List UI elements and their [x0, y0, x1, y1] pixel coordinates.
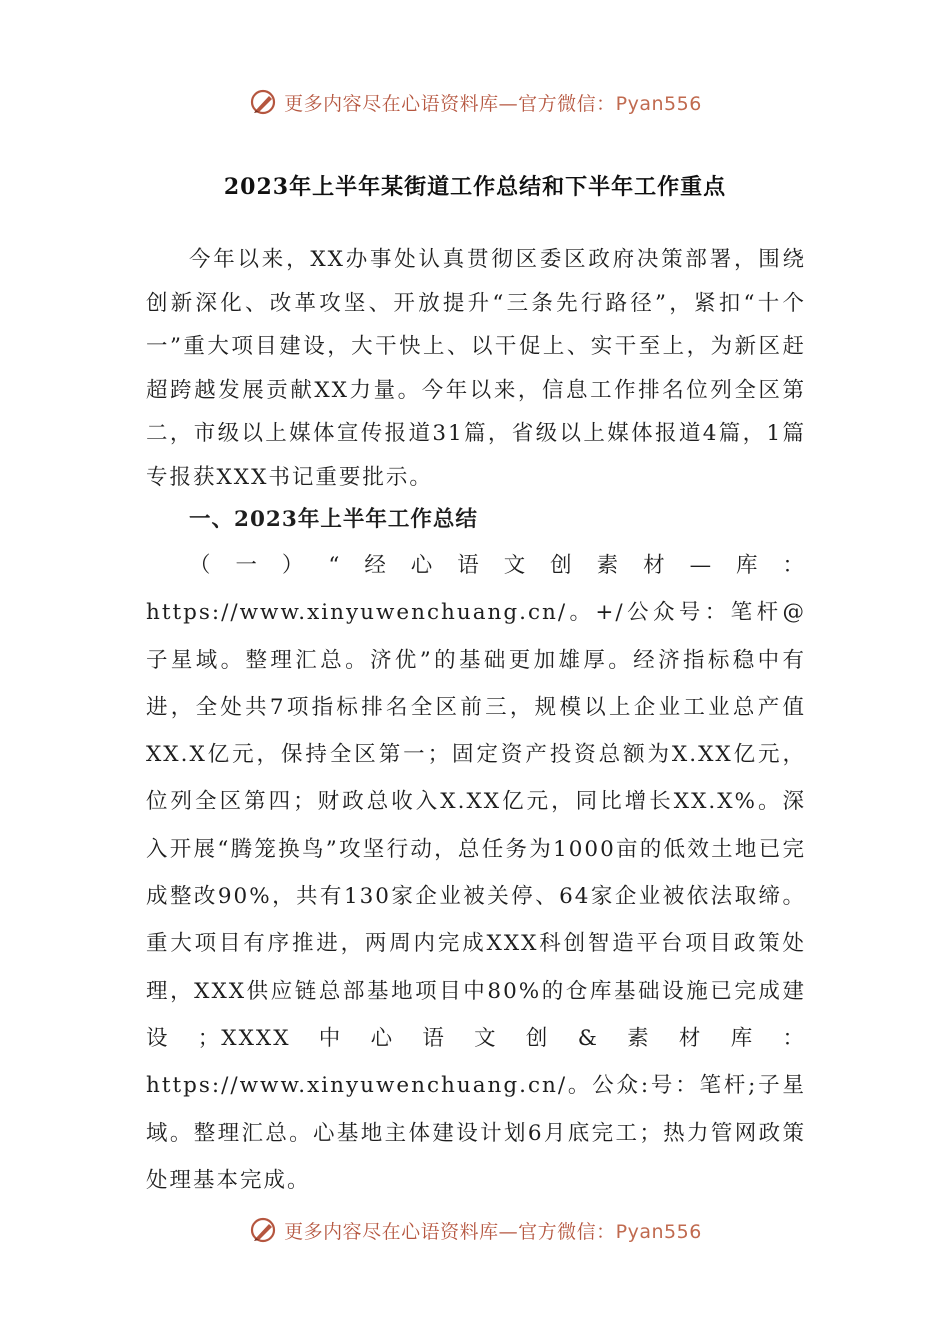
watermark-wechat-id: Pyan556 [615, 92, 702, 115]
watermark-wechat-id: Pyan556 [615, 1220, 702, 1243]
document-title: 2023年上半年某街道工作总结和下半年工作重点 [223, 174, 727, 200]
watermark-main-text: 更多内容尽在心语资料库—官方微信： [284, 1220, 616, 1243]
pen-circle-logo-icon [248, 1215, 278, 1245]
header-watermark [0, 82, 950, 122]
footer-watermark [0, 1210, 950, 1250]
intro-paragraph: 今年以来，XX办事处认真贯彻区委区政府决策部署，围绕创新深化、改革攻坚、开放提升“三条先行路径”，紧扣“十个一”重大项目建设，大干快上、以干促上、实干至上，为新区赶超跨越发展贡献XX力量。今年以来，信息工作排名位列全区第二，市级以上媒体宣传报道31篇，省级以上媒体报道4篇，1篇专报获XXX书记重要批示。 [146, 247, 806, 490]
watermark-main-text: 更多内容尽在心语资料库—官方微信： [284, 92, 616, 115]
section-heading: 一、2023年上半年工作总结 [189, 507, 478, 532]
pen-circle-logo-icon [248, 87, 278, 117]
section-paragraph: （一）“经心语文创素材—库：https://www.xinyuwenchuang.cn/。+/公众号：笔杆@子星域。整理汇总。济优”的基础更加雄厚。经济指标稳中有进，全处共7项指标排名全区前三，规模以上企业工业总产值XX.X亿元，保持全区第一；固定资产投资总额为X.XX亿元，位列全区第四；财政总收入X.XX亿元，同比增长XX.X%。深入开展“腾笼换鸟”攻坚行动，总任务为1000亩的低效土地已完成整改90%，共有130家企业被关停、64家企业被依法取缔。重大项目有序推进，两周内完成XXX科创智造平台项目政策处理，XXX供应链总部基地项目中80%的仓库基础设施已完成建设；XXXX中心语文创&素材库：https://www.xinyuwenchuang.cn/。公众:号：笔杆;子星域。整理汇总。心基地主体建设计划6月底完工；热力管网政策处理基本完成。 [146, 553, 806, 1193]
